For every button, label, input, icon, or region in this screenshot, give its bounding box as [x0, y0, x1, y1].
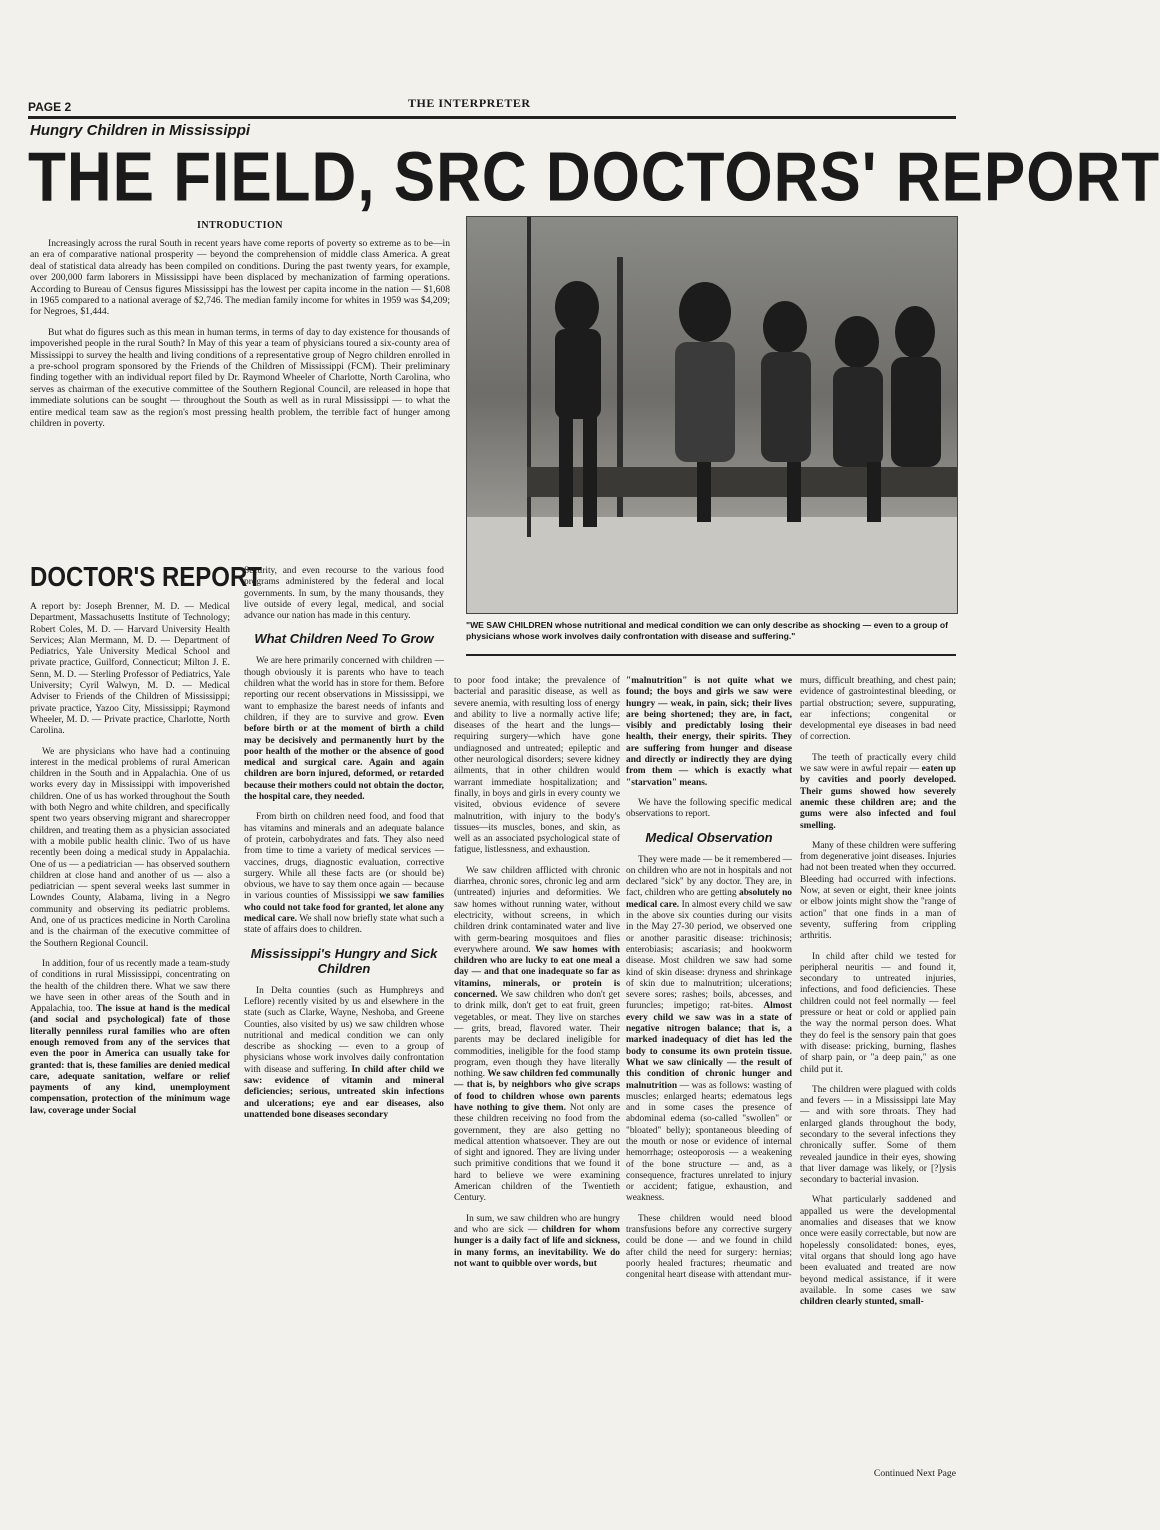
paragraph-text: In addition, four of us recently made a team-study of conditions in rural Mississippi, concentrating on the health of the children there. What we saw there we have seen in other areas of the South and in Appalachia, too.	[30, 958, 230, 1015]
paragraph-text: In sum, we saw children who are hungry and who are sick —	[454, 1213, 620, 1235]
continued-next-page: Continued Next Page	[873, 1468, 956, 1479]
intro-paragraph	[30, 327, 450, 430]
headline: THE FIELD, SRC DOCTORS' REPORT	[28, 139, 1160, 217]
photo-illustration	[467, 217, 957, 613]
report-paragraph: to poor food intake; the prevalence of bacterial and parasitic disease, as well as severe anemia, with resulting loss of energy and ability to live a normally active life; diseases of the heart and the lungs—requiring surgery—which have gone undiagnosed and untreated; epileptic and other neurological disorders; severe kidney ailments, that in other children would warrant immediate hospitalization; and finally, in boys and girls in every county we visited, obvious evidence of severe malnutrition, with injury to the body's tissues—its muscles, bones, and skin, as well as an associated psychological state of fatigue, listlessness, and exhaustion.	[454, 676, 620, 856]
paragraph-bold-text: The issue at hand is the medical (and social and psychological) fate of those literally penniless rural families who are often enough removed from any of the services that even the poor in America can usually take for granted: that is, these families are denied medical care, adequate sanitation, welfare or relief payments of any kind, unemployment compensation, protection of the minimum wage law, coverage under Social	[30, 1004, 230, 1116]
subheading-what-children-need: What Children Need To Grow	[254, 631, 434, 647]
report-paragraph: murs, difficult breathing, and chest pain; evidence of gastrointestinal bleeding, or partial obstruction; severe, suppurating, ear infections; congenital or developmental eye diseases in bad need of correction.	[800, 676, 956, 743]
report-paragraph	[30, 959, 230, 1117]
photo-caption: "WE SAW CHILDREN whose nutritional and medical condition we can only describe as shocking — even to a group of physicians whose work involves daily confrontation with disease and suffering."	[466, 620, 956, 656]
report-paragraph	[244, 812, 444, 936]
report-paragraph: We are physicians who have had a continuing interest in the medical problems of rural American children in the South and in Appalachia. One of us works every day in Mississippi with impoverished children. One of us has worked throughout the South with both Negro and white children, and specifically spent two years observing migrant and sharecropper children, and treating them as a physician associated with a mobile public health clinic. Two of us have recently been doing a medical study in Appalachia. One of us — a pediatrician — has observed southern children at close hand and another of us — also a pediatrician — spent several weeks last summer in Lowndes County, Alabama, living in a Negro community and observing its pediatric problems. And, one of us practices medicine in North Carolina and is the chairman of the executive committee of the Southern Regional Council.	[30, 746, 230, 949]
report-paragraph	[454, 1214, 620, 1270]
report-paragraph: These children would need blood transfusions before any corrective surgery could be done — and we found in child after child the need for surgery: hernias; poorly healed fractures; rheumatic and congenital heart disease with attendant mur-	[626, 1213, 792, 1281]
paragraph-text: They were made — be it remembered — on children who are not in hospitals and not declared "sick" by any doctor. They are, in fact, children who are getting	[626, 854, 792, 899]
paragraph-bold-text: we saw families who could not take food for granted, let alone any medical care.	[244, 891, 445, 925]
paragraph-bold-text: children clearly stunted, small-	[800, 1297, 924, 1308]
paragraph-text: The teeth of practically every child we saw were in awful repair —	[800, 752, 956, 775]
paragraph-text: — was as follows: wasting of muscles; enlarged hearts; edematous legs and in some cases the presence of abdominal edema (so-called "swollen" or "bloated" belly); spontaneous bleeding of the mouth or nose or evidence of internal hemorrhage; osteoporosis — a weakening of the bone structure — and, as a consequence, fractures unrelated to injury or accident; fatigue, exhaustion, and weakness.	[626, 1080, 792, 1204]
page-number: PAGE 2	[28, 100, 72, 114]
paragraph-text: From birth on children need food, and food that has vitamins and minerals and an adequate balance of protein, carbohydrates and fats. They also need from time to time a variety of medical services — vaccines, drugs, diagnostic evaluation, corrective surgery. While all these facts are (or should be) obvious, we have to say them once again — because in various counties of Mississippi	[244, 812, 444, 902]
column-3	[454, 676, 620, 1476]
intro-paragraph-text: But what do figures such as this mean in human terms, in terms of day to day existence for thousands of impoverished people in the rural South? In May of this year a team of physicians toured a six-county area of Mississippi to survey the health and living conditions of a representative group of Negro children enrolled in a pre-school program sponsored by the Friends of the Children of Mississippi (FCM). Their preliminary finding together with an individual report filed by Dr. Raymond Wheeler of Charlotte, North Carolina, who serves as chairman of the executive committee of the Southern Regional Council, are released in hope that immediate solutions can be sought — throughout the South as well as in rural Mississippi — to what the entire medical team saw as the region's most pressing health problem, the terrible fact of hunger among children in poverty.	[30, 326, 450, 430]
publication-name: THE INTERPRETER	[408, 96, 531, 110]
report-paragraph	[800, 753, 956, 832]
paragraph-bold-text: We saw children fed communally — that is, by neighbors who give scraps of food to children whose own parents have nothing to give them.	[454, 1069, 620, 1113]
intro-paragraph: Increasingly across the rural South in recent years have come reports of poverty so extreme as to be—in an era of comparative national prosperity — beyond the comprehension of middle class America. A great deal of statistical data already has been compiled on conditions. During the past twenty years, for example, over 200,000 farm laborers in Mississippi have been displaced by mechanization of farming operations. According to Bureau of Census figures Mississippi has the lowest per capita income in the nation — $1,608 in 1965 compared to a national average of $2,746. The median family income for whites in 1959 was $4,209; for Negroes, $1,444.	[30, 238, 450, 318]
children-photo	[466, 216, 958, 614]
paragraph-text: Not only are these children receiving no food from the government, they are also getting no medical attention whatsoever. They are out of sight and ignored. They are living under such primitive conditions that we found it hard to believe we were examining American children of the Twentieth Century.	[454, 1102, 620, 1204]
paragraph-bold-text: In child after child we saw: evidence of vitamin and mineral deficiencies; serious, untreated skin infections and ulcerations; eye and ear diseases, also unattended bone diseases secondary	[244, 1064, 444, 1120]
paragraph-text: In Delta counties (such as Humphreys and Leflore) recently visited by us and elsewhere in the state (such as Clarke, Wayne, Neshoba, and Greene Counties, also visited by us) we saw children whose nutritional and medical condition we can only describe as shocking — even to a group of physicians whose work involves daily confrontation with disease and suffering.	[244, 985, 444, 1075]
column-1	[30, 602, 230, 1482]
report-paragraph	[626, 855, 792, 1205]
report-paragraph	[244, 986, 444, 1122]
paragraph-text: We saw children afflicted with chronic diarrhea, chronic sores, chronic leg and arm (untreated) injuries and deformities. We saw homes without running water, without electricity, without screens, in which children drink contaminated water and live with germ-bearing mosquitoes and flies everywhere around.	[454, 865, 620, 955]
paragraph-text: We are here primarily concerned with children — though obviously it is parents who have to teach children what the world has in store for them. Before reporting our recent observations in Mississippi, we want to emphasize the barest needs of infants and children, if they are to survive and grow.	[244, 656, 444, 723]
report-paragraph: Security, and even recourse to the various food programs administered by the federal and local governments. In sum, by the many thousands, they live outside of every legal, medical, and social advance our nation has made in this century.	[244, 566, 444, 622]
paragraph-text: We shall now briefly state what such a state of affairs does to children.	[244, 914, 444, 936]
paragraph-text: We saw children who don't get to drink milk, don't get to eat fruit, green vegetables, or meat. They live on starches — grits, bread, flavored water. Their parents may be declared ineligible for commodities, ineligible for the food stamp program, even though they have literally nothing.	[454, 990, 620, 1080]
report-paragraph	[800, 1195, 956, 1308]
column-4	[626, 676, 792, 1476]
report-paragraph: In child after child we tested for peripheral neuritis — and found it, secondary to untreated injuries, infections, and food deficiencies. These children could not feel normally — feel pressure or heat or cold or applied pain the way the normal person does. What they do feel is the sensory pain that goes with disease: pricking, burning, flashes of sharp pain, or "a deep pain," as one child put it.	[800, 951, 956, 1075]
report-paragraph: Many of these children were suffering from degenerative joint diseases. Injuries had not been treated when they occurred. Bleeding had occurred with infections. Now, at seven or eight, their knee joints or elbow joints might show the "range of action" that one finds in a man of seventy, suffering from crippling arthritis.	[800, 840, 956, 942]
column-2	[244, 566, 444, 1466]
subheading-medical-observation: Medical Observation	[645, 829, 773, 845]
column-5	[800, 676, 956, 1476]
report-paragraph	[244, 656, 444, 803]
report-paragraph: We have the following specific medical observations to report.	[626, 797, 792, 820]
report-paragraph: The children were plagued with colds and fevers — in a Mississippi late May — and with sore throats. They had enlarged glands throughout the body, secondary to the several infections they chronically suffer. Some of them revealed jaundice in their eyes, showing that liver damage was likely, or [?]ysis secondary to bacterial invasion.	[800, 1084, 956, 1186]
section-kicker: Hungry Children in Mississippi	[30, 122, 251, 139]
paragraph-bold-text: eaten up by cavities and poorly developed. Their gums showed how severely anemic these children are; and the gums were also infected and foul smelling.	[800, 764, 956, 831]
masthead	[28, 96, 956, 119]
report-paragraph	[454, 866, 620, 1205]
paragraph-bold-text: absolutely no medical care.	[626, 888, 792, 910]
report-authors: A report by: Joseph Brenner, M. D. — Medical Department, Massachusetts Institute of Technology; Robert Coles, M. D. — Harvard University Health Services; Alan Mermann, M. D. — Department of Pediatrics, Yale University Medical School and private practice, Guilford, Connecticut; Milton J. E. Senn, M. D. — Sterling Professor of Pediatrics, Yale University; Cyril Walwyn, M. D. — Medical Adviser to Friends of the Children of Mississippi; private practice, Yazoo City, Mississippi; Raymond Wheeler, M. D. — Private practice, Charlotte, North Carolina.	[30, 602, 230, 737]
paragraph-text: What particularly saddened and appalled us were the developmental anomalies and diseases that we know once were easily correctable, but now are hopelessly consolidated: bones, eyes, vital organs that should long ago have been evaluated and treated are now beyond medical assistance, if it were available. In some cases we saw	[800, 1195, 956, 1296]
report-paragraph: "malnutrition" is not quite what we found; the boys and girls we saw were hungry — weak, in pain, sick; their lives are being shortened; they are, in fact, visibly and predictably losing their health, their energy, their spirits. They are suffering from hunger and disease and directly or indirectly they are dying from them — which is exactly what "starvation" means.	[626, 676, 792, 788]
paragraph-text: In almost every child we saw in the above six counties during our visits in the May 27-30 period, we observed one or another parasitic disease: trichinosis; enterobiasis; ascariasis; and hookworm disease. Most children we saw had some kind of skin disease: dryness and shrinkage of skin due to malnutrition; ulcerations; severe sores; rashes; boils, abcesses, and furuncles; impetigo; rat-bites.	[626, 899, 792, 1012]
doctors-report-heading: DOCTOR'S REPORT	[30, 562, 262, 594]
introduction-text	[30, 238, 450, 439]
paragraph-bold-text: children for whom hunger is a daily fact of life and sickness, in many forms, an inevitability. We do not want to quibble over words, but	[454, 1224, 620, 1269]
paragraph-bold-text: We saw homes with children who are lucky to eat one meal a day — and that one inadequate so far as vitamins, minerals, or protein is concerned.	[454, 944, 620, 1001]
paragraph-bold-text: Even before birth or at the moment of birth a child may be decisively and permanently hurt by the poor health of the mother or the absence of good medical and surgical care. Again and again children are born injured, deformed, or retarded because their mothers could not obtain the doctor, the hospital care, they needed.	[244, 712, 444, 803]
introduction-title: INTRODUCTION	[196, 220, 283, 231]
subheading-hungry-sick-children: Mississippi's Hungry and Sick Children	[250, 945, 438, 976]
paragraph-bold-text: Almost every child we saw was in a state of negative nitrogen balance; that is, a marked inadequacy of diet has led the body to consume its own protein tissue. What we saw clinically — the result of this condition of chronic hunger and malnutrition	[626, 1001, 792, 1091]
